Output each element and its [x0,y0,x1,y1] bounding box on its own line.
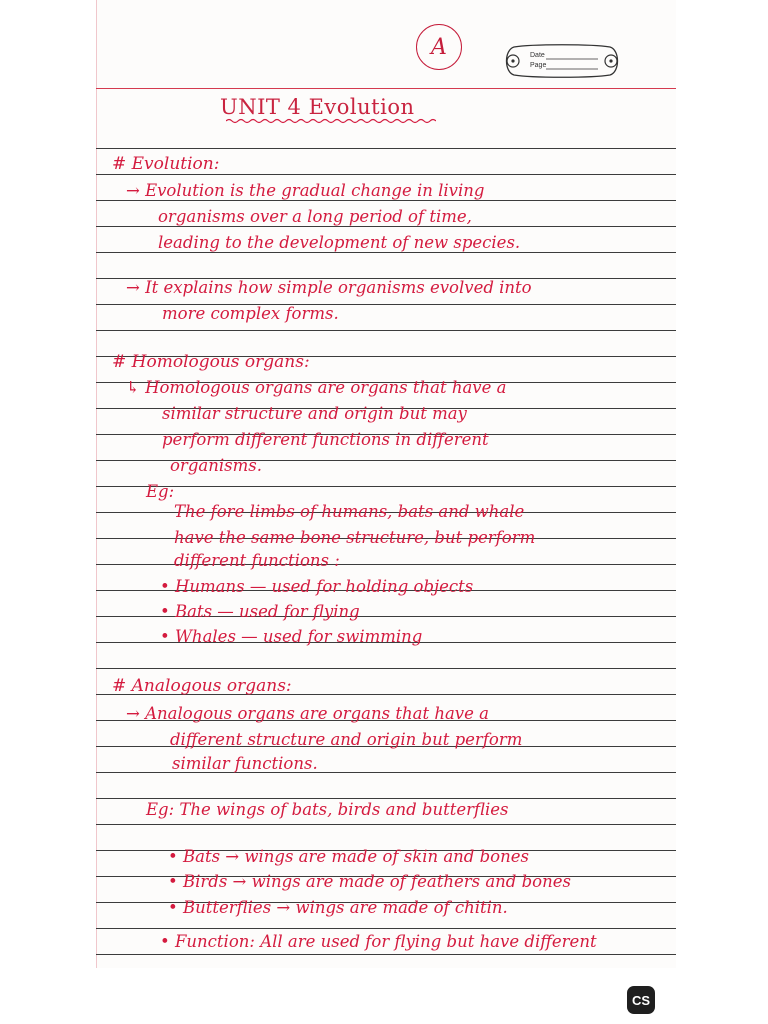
analogous-example: Eg: The wings of bats, birds and butterflies [146,800,509,819]
analogous-bullet: • Bats → wings are made of skin and bones [168,847,529,866]
rule-line [96,798,676,799]
homologous-bullet: • Whales — used for swimming [160,627,423,646]
rule-line [96,252,676,253]
page-margin [96,0,97,968]
homologous-line: different functions : [174,551,340,570]
heading-analogous: # Analogous organs: [112,676,292,696]
circled-mark: A [416,24,462,70]
rule-line [96,954,676,955]
homologous-line: perform different functions in different [162,430,489,449]
notebook-page [96,0,676,968]
page-label: Page [530,62,547,69]
rule-line [96,824,676,825]
evolution-line: leading to the development of new species. [158,233,521,252]
example-label: Eg: [146,482,175,501]
evolution-line: more complex forms. [162,304,339,323]
rule-line [96,200,676,201]
analogous-line: → Analogous organs are organs that have a [126,704,489,723]
homologous-line: organisms. [170,456,262,475]
title-underline-icon [226,118,436,124]
header-rule [96,88,676,89]
evolution-line: → It explains how simple organisms evolved into [126,278,532,297]
date-label: Date [530,52,545,59]
page-title: UNIT 4 Evolution [220,95,415,119]
homologous-line: similar structure and origin but may [162,404,467,423]
analogous-line: different structure and origin but perform [170,730,523,749]
homologous-line: have the same bone structure, but perform [174,528,536,547]
heading-evolution: # Evolution: [112,154,220,174]
homologous-bullet: • Humans — used for holding objects [160,577,474,596]
date-page-box [502,42,622,80]
rule-line [96,486,676,487]
rule-line [96,928,676,929]
heading-homologous: # Homologous organs: [112,352,310,372]
rule-line [96,174,676,175]
analogous-bullet: • Birds → wings are made of feathers and bones [168,872,571,891]
homologous-line: ↳ Homologous organs are organs that have a [126,378,507,397]
date-box-frame-icon [502,42,622,80]
evolution-line: → Evolution is the gradual change in living [126,181,485,200]
evolution-line: organisms over a long period of time, [158,207,472,226]
rule-line [96,330,676,331]
scanner-logo-icon: CS [627,986,655,1014]
homologous-bullet: • Bats — used for flying [160,602,360,621]
analogous-line: similar functions. [172,754,318,773]
homologous-line: The fore limbs of humans, bats and whale [174,502,525,521]
analogous-bullet: • Function: All are used for flying but have different [160,932,597,951]
rule-line [96,226,676,227]
analogous-bullet: • Butterflies → wings are made of chitin. [168,898,508,917]
rule-line [96,148,676,149]
rule-line [96,668,676,669]
